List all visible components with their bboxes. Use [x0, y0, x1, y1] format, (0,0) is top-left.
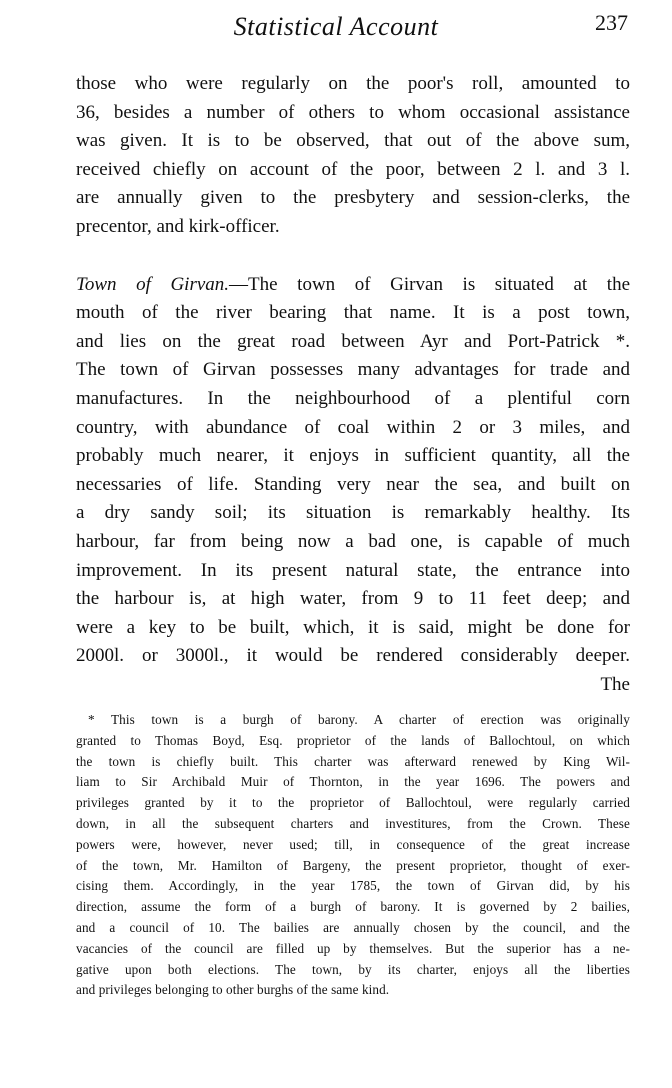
text-line: The town of Girvan possesses many advantages for trade and: [76, 359, 630, 381]
footnote-line: direction, assume the form of a burgh of barony. It is governed by 2 bailies,: [76, 899, 630, 915]
text-line: improvement. In its present natural state, the entrance into: [76, 559, 630, 581]
footnote-line: privileges granted by it to the proprietor of Ballochtoul, were regularly carried: [76, 795, 630, 811]
text-line: 2000l. or 3000l., it would be rendered considerably deeper.: [76, 645, 630, 667]
catchword: The: [600, 673, 630, 695]
text-line: probably much nearer, it enjoys in sufficient quantity, all the: [76, 445, 630, 467]
running-title: Statistical Account: [233, 12, 439, 41]
footnote-line: cising them. Accordingly, in the year 1785, the town of Girvan did, by his: [76, 878, 630, 894]
footnote-line: and privileges belonging to other burghs of the same kind.: [76, 982, 390, 998]
paragraph-poor-roll: [76, 70, 630, 242]
footnote-line: the town is chiefly built. This charter was afterward renewed by King Wil-: [76, 753, 630, 769]
text-line: country, with abundance of coal within 2 or 3 miles, and: [76, 416, 630, 438]
footnote-line: gative upon both elections. The town, by its charter, enjoys all the liberties: [76, 961, 630, 977]
text-span: —The town of Girvan is situated at the: [229, 273, 630, 295]
text-line: those who were regularly on the poor's roll, amounted to: [76, 73, 630, 94]
text-line: mouth of the river bearing that name. It is a post town,: [76, 302, 630, 324]
footnote-line: granted to Thomas Boyd, Esq. proprietor of the lands of Ballochtoul, on which: [76, 732, 630, 748]
text-line: harbour, far from being now a bad one, is capable of much: [76, 530, 630, 552]
main-text: [76, 70, 630, 699]
footnote: [76, 710, 630, 1001]
footnote-line: liam to Sir Archibald Muir of Thornton, in the year 1696. The powers and: [76, 774, 630, 790]
footnote-line: and a council of 10. The bailies are annually chosen by the council, and the: [76, 919, 630, 935]
text-line: a dry sandy soil; its situation is remarkably healthy. Its: [76, 502, 630, 524]
text-line: are annually given to the presbytery and session-clerks, the: [76, 187, 630, 209]
text-line: and lies on the great road between Ayr and Port-Patrick *.: [76, 330, 630, 352]
paragraph-town-of-girvan: [76, 271, 630, 700]
running-head: [0, 10, 672, 50]
text-line: the harbour is, at high water, from 9 to 11 feet deep; and: [76, 588, 630, 610]
text-line: was given. It is to be observed, that out of the above sum,: [76, 130, 630, 152]
footnote-line: powers were, however, never used; till, in consequence of the great increase: [76, 836, 630, 852]
text-line: precentor, and kirk-officer.: [76, 215, 280, 237]
footnote-line: down, in all the subsequent charters and investitures, from the Crown. These: [76, 815, 630, 831]
text-line: 36, besides a number of others to whom occasional assistance: [76, 101, 630, 123]
text-line: were a key to be built, which, it is said, might be done for: [76, 616, 630, 638]
text-line: manufactures. In the neighbourhood of a plentiful corn: [76, 387, 630, 409]
footnote-line: vacancies of the council are filled up by themselves. But the superior has a ne-: [76, 940, 630, 956]
footnote-line: * This town is a burgh of barony. A charter of erection was originally: [88, 712, 630, 727]
text-line: [76, 271, 630, 300]
section-heading: Town of Girvan.: [76, 273, 230, 295]
text-line: received chiefly on account of the poor, between 2 l. and 3 l.: [76, 158, 630, 180]
footnote-line: of the town, Mr. Hamilton of Bargeny, the present proprietor, thought of exer-: [76, 857, 630, 873]
text-line: necessaries of life. Standing very near the sea, and built on: [76, 473, 630, 495]
page-number: 237: [595, 10, 628, 35]
